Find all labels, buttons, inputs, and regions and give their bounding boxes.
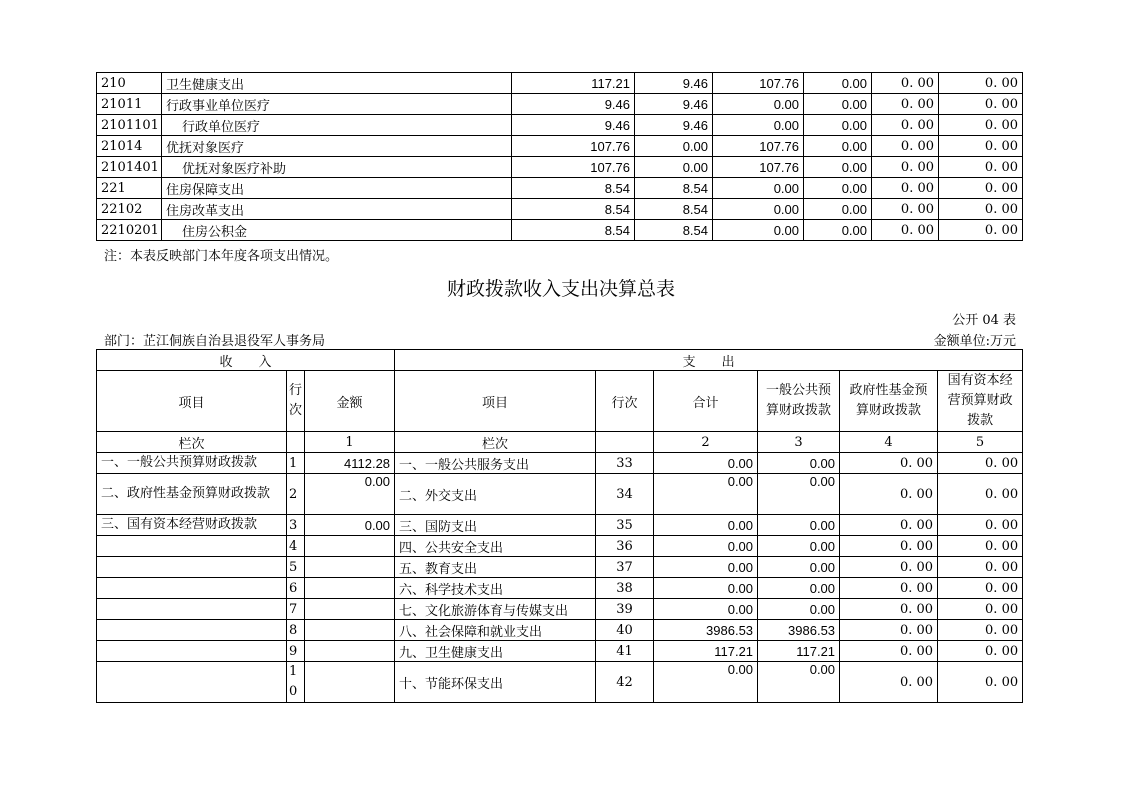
- page-title: 财政拨款收入支出决算总表: [446, 278, 675, 300]
- table-row: [97, 641, 1023, 662]
- row-value: 0.00: [635, 136, 713, 157]
- column-index-row: [97, 432, 1023, 453]
- expense-total: 0.00: [654, 599, 758, 620]
- income-item: [97, 557, 287, 578]
- row-value: 0.00: [804, 94, 872, 115]
- expense-rowno: 41: [596, 641, 654, 662]
- expense-total: 0.00: [654, 453, 758, 474]
- income-rowno: 2: [287, 474, 305, 515]
- expense-general: 0.00: [758, 599, 840, 620]
- row-value: 0. 00: [939, 199, 1023, 220]
- table-row: [97, 557, 1023, 578]
- expense-state: 0. 00: [938, 557, 1023, 578]
- row-value: 0. 00: [939, 220, 1023, 241]
- row-value: 107.76: [713, 157, 804, 178]
- row-value: 0. 00: [939, 94, 1023, 115]
- expense-general: 0.00: [758, 578, 840, 599]
- header-amount: 金额: [305, 371, 395, 432]
- header-rowno-expense: 行次: [596, 371, 654, 432]
- col-index-4: 4: [840, 432, 938, 453]
- col-index-3: 3: [758, 432, 840, 453]
- row-code: 2101401: [97, 157, 162, 178]
- row-name: 住房改革支出: [162, 199, 512, 220]
- row-code: 221: [97, 178, 162, 199]
- expense-fund: 0. 00: [840, 557, 938, 578]
- expense-rowno: 37: [596, 557, 654, 578]
- row-value: 0. 00: [939, 136, 1023, 157]
- row-name: 优抚对象医疗补助: [162, 157, 512, 178]
- row-value: 0. 00: [939, 73, 1023, 94]
- department-label: 部门：芷江侗族自治县退役军人事务局: [104, 334, 326, 349]
- row-value: 9.46: [635, 115, 713, 136]
- col-label: 栏次: [97, 432, 287, 453]
- expense-rowno: 35: [596, 515, 654, 536]
- row-name: 住房保障支出: [162, 178, 512, 199]
- table-note: 注：本表反映部门本年度各项支出情况。: [104, 249, 339, 264]
- row-value: 107.76: [512, 136, 635, 157]
- table-row: [97, 578, 1023, 599]
- expense-fund: 0. 00: [840, 536, 938, 557]
- expense-general: 0.00: [758, 453, 840, 474]
- income-amount: [305, 620, 395, 641]
- header-general-budget: 一般公共预算财政拨款: [758, 371, 840, 432]
- expense-state: 0. 00: [938, 536, 1023, 557]
- table-row: [97, 474, 1023, 515]
- income-item: [97, 641, 287, 662]
- row-code: 2101101: [97, 115, 162, 136]
- expense-fund: 0. 00: [840, 620, 938, 641]
- expense-total: 0.00: [654, 474, 758, 515]
- income-item: 一、一般公共预算财政拨款: [97, 453, 287, 474]
- expense-total: 117.21: [654, 641, 758, 662]
- table-row: [97, 515, 1023, 536]
- row-value: 8.54: [635, 220, 713, 241]
- expense-general: 0.00: [758, 515, 840, 536]
- expense-total: 0.00: [654, 536, 758, 557]
- col-index-2: 2: [654, 432, 758, 453]
- row-value: 9.46: [635, 73, 713, 94]
- row-value: 0.00: [713, 178, 804, 199]
- row-value: 107.76: [713, 136, 804, 157]
- income-rowno: 10: [287, 662, 305, 703]
- table-row: [97, 136, 1023, 157]
- expense-state: 0. 00: [938, 641, 1023, 662]
- table-row: [97, 599, 1023, 620]
- table-row: [97, 115, 1023, 136]
- row-code: 22102: [97, 199, 162, 220]
- row-value: 0.00: [804, 220, 872, 241]
- expense-general: 117.21: [758, 641, 840, 662]
- row-value: 107.76: [713, 73, 804, 94]
- income-amount: 4112.28: [305, 453, 395, 474]
- expense-rowno: 39: [596, 599, 654, 620]
- fiscal-summary-table: [96, 349, 1023, 703]
- row-value: 0.00: [804, 136, 872, 157]
- row-code: 21011: [97, 94, 162, 115]
- row-value: 8.54: [512, 199, 635, 220]
- income-amount: [305, 557, 395, 578]
- income-amount: [305, 662, 395, 703]
- row-value: 0. 00: [872, 94, 939, 115]
- expense-fund: 0. 00: [840, 662, 938, 703]
- expense-rowno: 34: [596, 474, 654, 515]
- row-value: 0. 00: [872, 178, 939, 199]
- row-code: 210: [97, 73, 162, 94]
- row-value: 0.00: [713, 115, 804, 136]
- income-item: [97, 536, 287, 557]
- row-value: 0.00: [804, 199, 872, 220]
- income-rowno: 7: [287, 599, 305, 620]
- row-value: 0. 00: [939, 115, 1023, 136]
- expense-general: 0.00: [758, 662, 840, 703]
- col-blank-expense: [596, 432, 654, 453]
- income-amount: 0.00: [305, 515, 395, 536]
- expense-item: 六、科学技术支出: [395, 578, 596, 599]
- expense-state: 0. 00: [938, 578, 1023, 599]
- header-state-capital: 国有资本经营预算财政拨款: [938, 371, 1023, 432]
- income-rowno: 5: [287, 557, 305, 578]
- expense-fund: 0. 00: [840, 578, 938, 599]
- row-value: 0.00: [713, 199, 804, 220]
- income-item: [97, 599, 287, 620]
- row-value: 8.54: [635, 178, 713, 199]
- expense-state: 0. 00: [938, 599, 1023, 620]
- row-value: 0.00: [713, 94, 804, 115]
- expense-total: 3986.53: [654, 620, 758, 641]
- expense-state: 0. 00: [938, 453, 1023, 474]
- col-index-5: 5: [938, 432, 1023, 453]
- income-rowno: 1: [287, 453, 305, 474]
- expense-rowno: 42: [596, 662, 654, 703]
- table-row: [97, 453, 1023, 474]
- expense-total: 0.00: [654, 662, 758, 703]
- income-header: 收 入: [97, 350, 395, 371]
- income-rowno: 6: [287, 578, 305, 599]
- expense-total: 0.00: [654, 515, 758, 536]
- income-rowno: 9: [287, 641, 305, 662]
- expense-fund: 0. 00: [840, 474, 938, 515]
- expense-state: 0. 00: [938, 515, 1023, 536]
- row-value: 0. 00: [872, 136, 939, 157]
- row-value: 0.00: [635, 157, 713, 178]
- header-item-expense: 项目: [395, 371, 596, 432]
- expense-fund: 0. 00: [840, 453, 938, 474]
- expense-fund: 0. 00: [840, 515, 938, 536]
- row-value: 0.00: [804, 115, 872, 136]
- row-value: 9.46: [512, 115, 635, 136]
- expense-state: 0. 00: [938, 474, 1023, 515]
- col-blank: [287, 432, 305, 453]
- income-item: 二、政府性基金预算财政拨款: [97, 474, 287, 515]
- expense-item: 四、公共安全支出: [395, 536, 596, 557]
- expense-rowno: 33: [596, 453, 654, 474]
- row-value: 0. 00: [939, 178, 1023, 199]
- income-amount: [305, 599, 395, 620]
- expense-item: 五、教育支出: [395, 557, 596, 578]
- row-value: 0. 00: [872, 115, 939, 136]
- table-row: [97, 199, 1023, 220]
- income-amount: [305, 641, 395, 662]
- income-rowno: 3: [287, 515, 305, 536]
- section-header-row: [97, 350, 1023, 371]
- row-value: 9.46: [512, 94, 635, 115]
- income-amount: [305, 578, 395, 599]
- expense-item: 一、一般公共服务支出: [395, 453, 596, 474]
- row-value: 0. 00: [872, 220, 939, 241]
- row-value: 0. 00: [872, 199, 939, 220]
- table-row: [97, 536, 1023, 557]
- expense-rowno: 38: [596, 578, 654, 599]
- expense-state: 0. 00: [938, 620, 1023, 641]
- row-value: 0. 00: [939, 157, 1023, 178]
- expense-item: 七、文化旅游体育与传媒支出: [395, 599, 596, 620]
- row-value: 0.00: [804, 157, 872, 178]
- income-rowno: 4: [287, 536, 305, 557]
- row-value: 9.46: [635, 94, 713, 115]
- row-value: 107.76: [512, 157, 635, 178]
- unit-label: 金额单位:万元: [933, 334, 1016, 349]
- income-item: 三、国有资本经营财政拨款: [97, 515, 287, 536]
- row-value: 0. 00: [872, 157, 939, 178]
- expense-item: 九、卫生健康支出: [395, 641, 596, 662]
- header-rowno: 行次: [287, 371, 305, 432]
- row-value: 8.54: [512, 178, 635, 199]
- income-amount: [305, 536, 395, 557]
- header-total: 合计: [654, 371, 758, 432]
- income-item: [97, 662, 287, 703]
- income-item: [97, 578, 287, 599]
- row-name: 行政事业单位医疗: [162, 94, 512, 115]
- table-row: [97, 220, 1023, 241]
- row-value: 117.21: [512, 73, 635, 94]
- col-label-expense: 栏次: [395, 432, 596, 453]
- row-name: 行政单位医疗: [162, 115, 512, 136]
- income-amount: 0.00: [305, 474, 395, 515]
- expense-state: 0. 00: [938, 662, 1023, 703]
- income-rowno: 8: [287, 620, 305, 641]
- expense-general: 3986.53: [758, 620, 840, 641]
- expense-total: 0.00: [654, 578, 758, 599]
- row-code: 21014: [97, 136, 162, 157]
- table-row: [97, 157, 1023, 178]
- row-code: 2210201: [97, 220, 162, 241]
- row-value: 0.00: [804, 178, 872, 199]
- expense-fund: 0. 00: [840, 599, 938, 620]
- income-item: [97, 620, 287, 641]
- table-row: [97, 94, 1023, 115]
- row-value: 0.00: [804, 73, 872, 94]
- row-name: 卫生健康支出: [162, 73, 512, 94]
- col-index-1: 1: [305, 432, 395, 453]
- expense-rowno: 40: [596, 620, 654, 641]
- header-item: 项目: [97, 371, 287, 432]
- row-value: 0. 00: [872, 73, 939, 94]
- row-name: 住房公积金: [162, 220, 512, 241]
- expense-header: 支 出: [395, 350, 1023, 371]
- expense-general: 0.00: [758, 536, 840, 557]
- expenditure-detail-table: [96, 72, 1023, 241]
- header-fund-budget: 政府性基金预算财政拨款: [840, 371, 938, 432]
- row-value: 0.00: [713, 220, 804, 241]
- expense-item: 十、节能环保支出: [395, 662, 596, 703]
- row-name: 优抚对象医疗: [162, 136, 512, 157]
- table-row: [97, 73, 1023, 94]
- table-row: [97, 620, 1023, 641]
- row-value: 8.54: [635, 199, 713, 220]
- expense-total: 0.00: [654, 557, 758, 578]
- table-row: [97, 178, 1023, 199]
- expense-general: 0.00: [758, 474, 840, 515]
- expense-item: 二、外交支出: [395, 474, 596, 515]
- expense-item: 三、国防支出: [395, 515, 596, 536]
- expense-item: 八、社会保障和就业支出: [395, 620, 596, 641]
- row-value: 8.54: [512, 220, 635, 241]
- table-row: [97, 662, 1023, 703]
- form-tag: 公开 04 表: [952, 313, 1016, 328]
- expense-fund: 0. 00: [840, 641, 938, 662]
- expense-rowno: 36: [596, 536, 654, 557]
- column-header-row: [97, 371, 1023, 432]
- expense-general: 0.00: [758, 557, 840, 578]
